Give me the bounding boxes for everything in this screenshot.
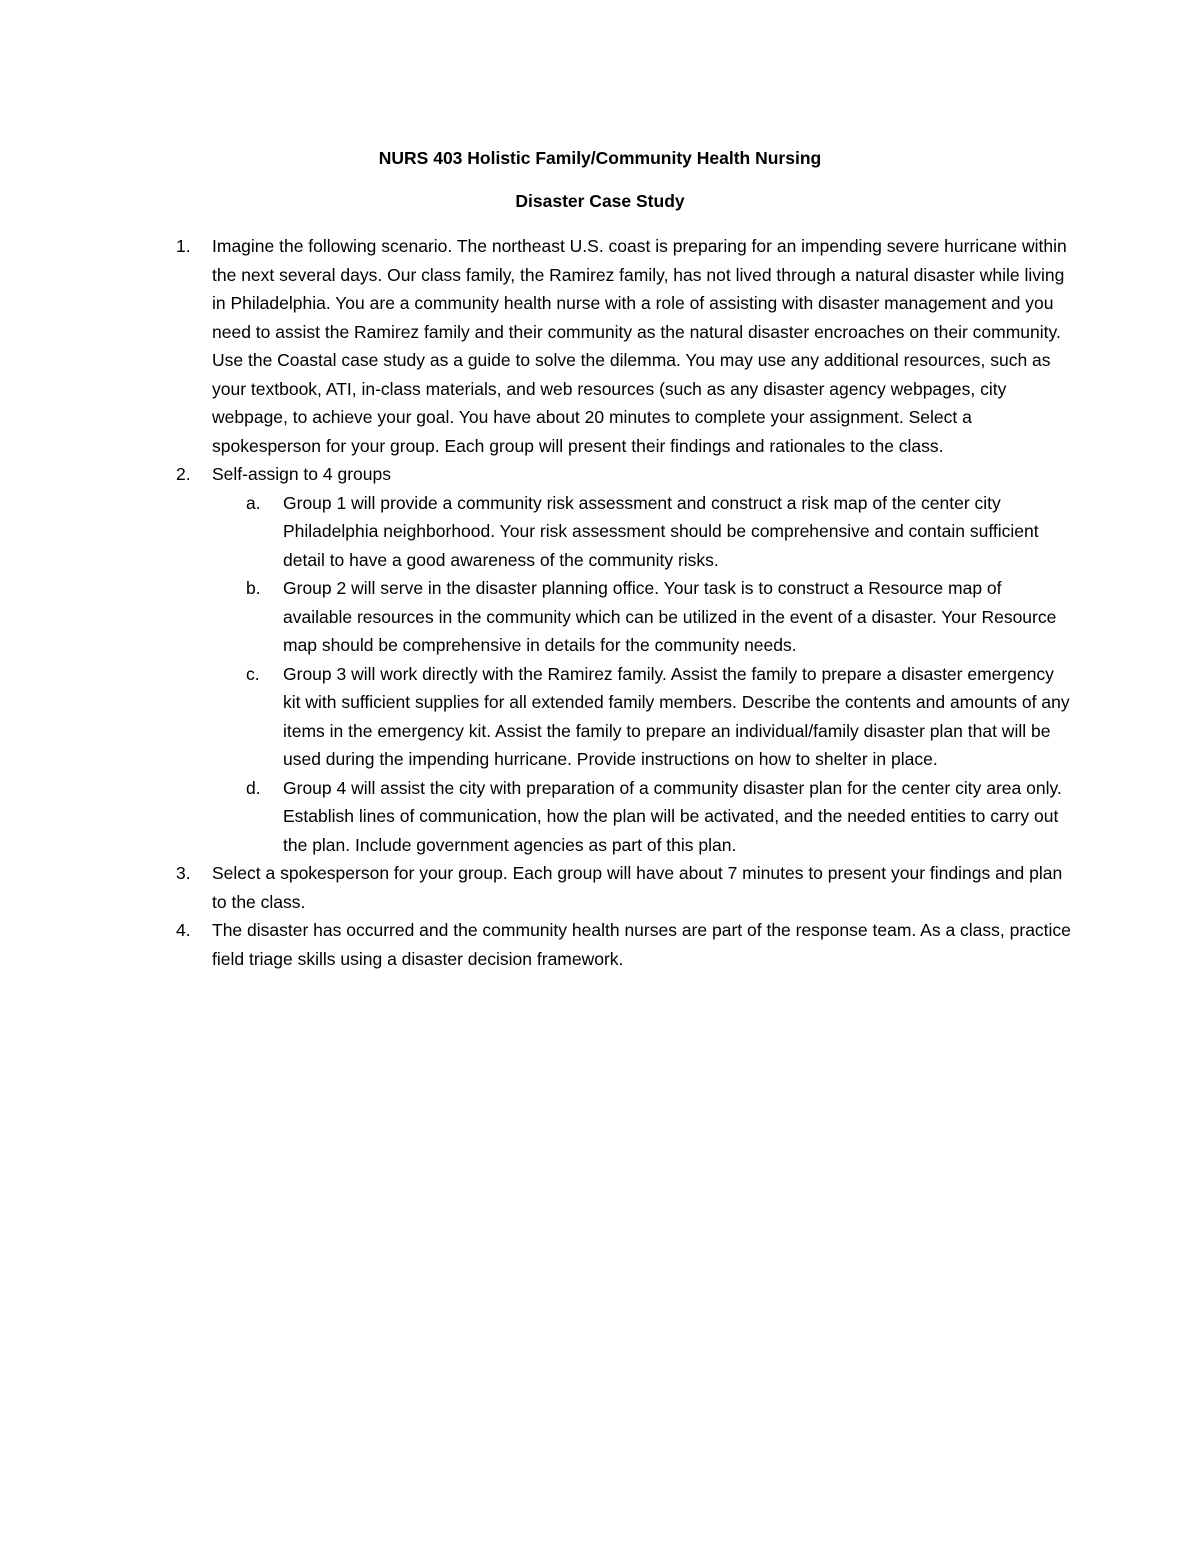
list-item-text: Select a spokesperson for your group. Each group will have about 7 minutes to present your findings and plan to the class. [212,863,1063,912]
sublist-letter: b. [246,578,261,598]
sublist-item-text: Group 3 will work directly with the Ramirez family. Assist the family to prepare a disaster emergency kit with sufficient supplies for all extended family members. Describe the contents and amounts of any items in the emergency kit. Assist the family to prepare an individual/family disaster plan that will be used during the impending hurricane. Provide instructions on how to shelter in place. [283,663,1070,769]
sublist-item-text: Group 1 will provide a community risk assessment and construct a risk map of the center city Philadelphia neighborhood. Your risk assessment should be comprehensive and contain sufficient detail to have a good awareness of the community risks. [283,492,1039,570]
list-item-2 [176,460,1071,489]
list-item-text: Imagine the following scenario. The northeast U.S. coast is preparing for an impending severe hurricane within the next several days. Our class family, the Ramirez family, has not lived through a natural disaster while living in Philadelphia. You are a community health nurse with a role of assisting with disaster management and you need to assist the Ramirez family and their community as the natural disaster encroaches on their community. Use the Coastal case study as a guide to solve the dilemma. You may use any additional resources, such as your textbook, ATI, in-class materials, and web resources (such as any disaster agency webpages, city webpage, to achieve your goal. You have about 20 minutes to complete your assignment. Select a spokesperson for your group. Each group will present their findings and rationales to the class. [212,236,1067,456]
list-item-text: Self-assign to 4 groups [212,464,391,484]
list-number: 3. [176,863,191,883]
sublist-letter: a. [246,492,261,513]
list-item-1 [176,232,1071,460]
sublist-item-text: Group 2 will serve in the disaster planning office. Your task is to construct a Resource map of available resources in the community which can be utilized in the event of a disaster. Your Resource map should be comprehensive in details for the community needs. [283,578,1057,655]
list-item-text: The disaster has occurred and the community health nurses are part of the response team. As a class, practice field triage skills using a disaster decision framework. [212,920,1071,969]
list-number: 1. [176,236,191,256]
list-item-4 [176,916,1071,973]
document-subtitle: Disaster Case Study [515,191,685,211]
list-number: 2. [176,464,191,484]
document-title: NURS 403 Holistic Family/Community Health Nursing [378,148,822,168]
list-item-3 [176,859,1071,916]
group-sublist [176,489,1071,860]
sublist-item-a [176,489,1071,575]
document-body [176,232,1071,973]
sublist-item-text: Group 4 will assist the city with preparation of a community disaster plan for the center city area only. Establish lines of communication, how the plan will be activated, and the needed entities to carry out the plan. Include government agencies as part of this plan. [283,777,1062,855]
sublist-item-d [176,774,1071,860]
sublist-item-b [176,574,1071,660]
sublist-letter: d. [246,777,261,798]
numbered-list-continued [176,859,1071,973]
sublist-letter: c. [246,663,260,684]
list-number: 4. [176,920,191,940]
numbered-list [176,232,1071,489]
sublist-item-c [176,660,1071,774]
